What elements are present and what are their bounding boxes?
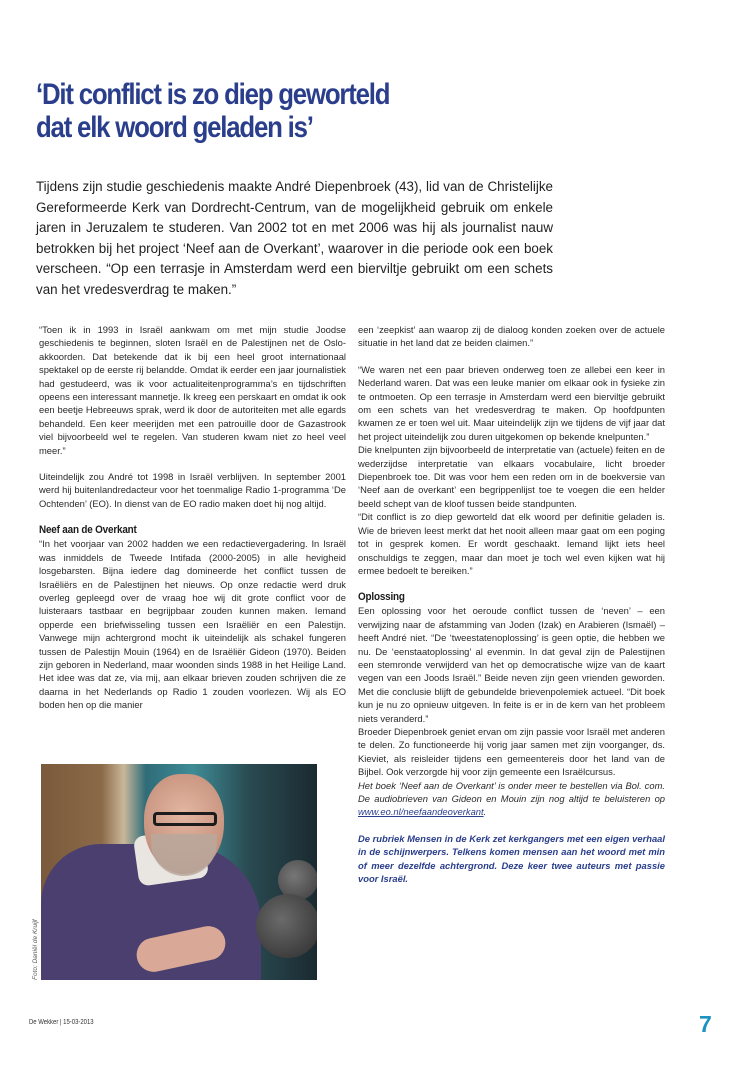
- article-photo: [41, 764, 317, 980]
- paragraph: “Dit conflict is zo diep geworteld dat elk woord per definitie geladen is. Wie de brieven leest merkt dat het nooit alleen maar gaat om een poging tot in gesprek komen. Er wordt geschaakt. Iemand lijkt iets heel onschuldigs te zeggen, maar dan moet je toch wel even kijken wat hij ermee bedoelt te bereiken.”: [358, 511, 665, 576]
- microphone-icon: [256, 894, 317, 958]
- article-title: [36, 78, 432, 144]
- subheading: Oplossing: [358, 591, 405, 604]
- eo-link[interactable]: www.eo.nl/neefaandeoverkant: [358, 806, 484, 818]
- left-column: [39, 323, 346, 712]
- photo-glasses: [153, 812, 217, 826]
- title-line-2: dat elk woord geladen is’: [36, 111, 313, 144]
- paragraph: Die knelpunten zijn bijvoorbeeld de interpretatie van (actuele) feiten en de wederzijdse interpretatie van elkaars vocabulaire, licht broeder Diepenbroek toe. Dit was voor hem een reden om in de boekversie van ‘Neef aan de overkant’ een begrippenlijst toe te voegen die een helder beeld schept van de kloof tussen beide standpunten.: [358, 444, 665, 509]
- page-number: 7: [699, 1011, 712, 1037]
- paragraph: Uiteindelijk zou André tot 1998 in Israël verblijven. In september 2001 werd hij buitenlandredacteur voor het toenmalige Radio 1-programma ‘De Ochtenden’ (EO). In dienst van de EO radio maken doet hij nog altijd.: [39, 471, 346, 509]
- book-note-text: Het boek ‘Neef aan de Overkant’ is onder meer te bestellen via Bol. com. De audiobrieven van Gideon en Mouin zijn nog altijd te beluisteren op: [358, 779, 665, 804]
- paragraph: een ‘zeepkist’ aan waarop zij de dialoog konden zoeken over de actuele situatie in het land dat ze beiden claimen.”: [358, 324, 665, 349]
- book-note: [358, 779, 665, 819]
- rubriek-note: De rubriek Mensen in de Kerk zet kerkgangers met een eigen verhaal in de schijnwerpers. Telkens komen mensen aan het woord met min of meer dezelfde achtergrond. Deze keer twee auteurs met passie voor Israël.: [358, 832, 665, 885]
- paragraph: “Toen ik in 1993 in Israël aankwam om met mijn studie Joodse geschiedenis te beginnen, sloten Israël en de Palestijnen net de Oslo-akkoorden. Dat betekende dat ik bij een heel groot internationaal spektakel op de eerste rij belandde. Omdat ik eerder een jaar journalistiek had gestudeerd, was ik voor actualiteitenprogramma’s en tijdschriften opeens een interessant mannetje. Ik kreeg een perskaart en omdat ik ook een beetje Hebreeuws sprak, werd ik door de autoriteiten met alle egards behandeld. Een keer meerijden met een patrouille door de Gazastrook viel bijvoorbeeld wel te regelen. Van studeren kwam niet zo heel veel meer.”: [39, 324, 346, 456]
- title-line-1: ‘Dit conflict is zo diep geworteld: [36, 78, 390, 111]
- photo-credit: Foto: Daniël de Kruijf: [32, 919, 39, 980]
- article-intro: Tijdens zijn studie geschiedenis maakte André Diepenbroek (43), lid van de Christelijke Gereformeerde Kerk van Dordrecht-Centrum, van de mogelijkheid gebruik om enkele jaren in Jeruzalem te studeren. Van 2002 tot en met 2006 was hij als journalist nauw betrokken bij het project ‘Neef aan de Overkant’, waarover in die periode ook een boek verscheen. “Op een terrasje in Amsterdam werd een bierviltje gebruikt om een schets van het vredesverdrag te maken.”: [36, 179, 553, 297]
- footer-publication: De Wekker | 15-03-2013: [29, 1019, 94, 1026]
- paragraph: “In het voorjaar van 2002 hadden we een redactievergadering. In Israël was inmiddels de Tweede Intifada (2000-2005) in alle hevigheid losgebarsten. Bijna iedere dag domineerde het conflict tussen de Israëliërs en de Palestijnen het nieuws. Op onze redactie werd druk overleg gepleegd over de vraag hoe wij dit grote conflict voor de luisteraars tastbaar en begrijpbaar zouden kunnen maken. Iemand opperde een briefwisseling tussen een Israëliër en een Palestijn. Vanwege mijn achtergrond mocht ik uiteindelijk als schakel fungeren tussen de Palestijn Mouin (1964) en de Israëliër Gideon (1970). Beiden zijn geboren in Nederland, maar woonden sinds 1988 in het Heilige Land. Het idee was dat ze, via mij, aan elkaar brieven zouden schrijven die ze daarna in het Nederlands op Radio 1 zouden voorlezen. Wij als EO boden hen op die manier: [39, 538, 346, 711]
- paragraph: Een oplossing voor het oeroude conflict tussen de ‘neven’ – een verwijzing naar de afstamming van Joden (Izak) en Arabieren (Ismaël) – heeft André niet. “De ‘tweestatenoplossing’ is geen optie, die hebben we nu. De ‘eenstaatoplossing’ al evenmin. In dat geval zijn de Palestijnen een stemronde verwijderd van het op democratische wijze van de kaart vegen van een Joods Israël.” Beide neven zijn geen vrienden geworden. Met die conclusie blijft de gebundelde brievenpolemiek actueel. “Dit boek kun je nu zo opnieuw uitgeven. In feite is er in de kern van het probleem niets veranderd.”: [358, 605, 665, 724]
- paragraph: “We waren net een paar brieven onderweg toen ze allebei een keer in Nederland waren. Dat was een leuke manier om elkaar ook in fysieke zin te ontmoeten. Op een terrasje in Amsterdam werd een bierviltje gebruikt om een schets van het vredesverdrag te maken. Op hoofdpunten kwamen ze er toen wel uit. Maar uiteindelijk zijn we tijdens de vijf jaar dat het project uiteindelijk zou duren uitgekomen op bekende knelpunten.”: [358, 363, 665, 442]
- book-note-end: .: [483, 806, 487, 818]
- subheading: Neef aan de Overkant: [39, 524, 137, 537]
- right-column: [358, 323, 665, 885]
- paragraph: Broeder Diepenbroek geniet ervan om zijn passie voor Israël met anderen te delen. Zo functioneerde hij vorig jaar samen met zijn voorganger, ds. Kieviet, als reisleider tijdens een gemeentereis door het land van de Bijbel. Ook verzorgde hij voor zijn gemeente een Israëlcursus.: [358, 725, 665, 778]
